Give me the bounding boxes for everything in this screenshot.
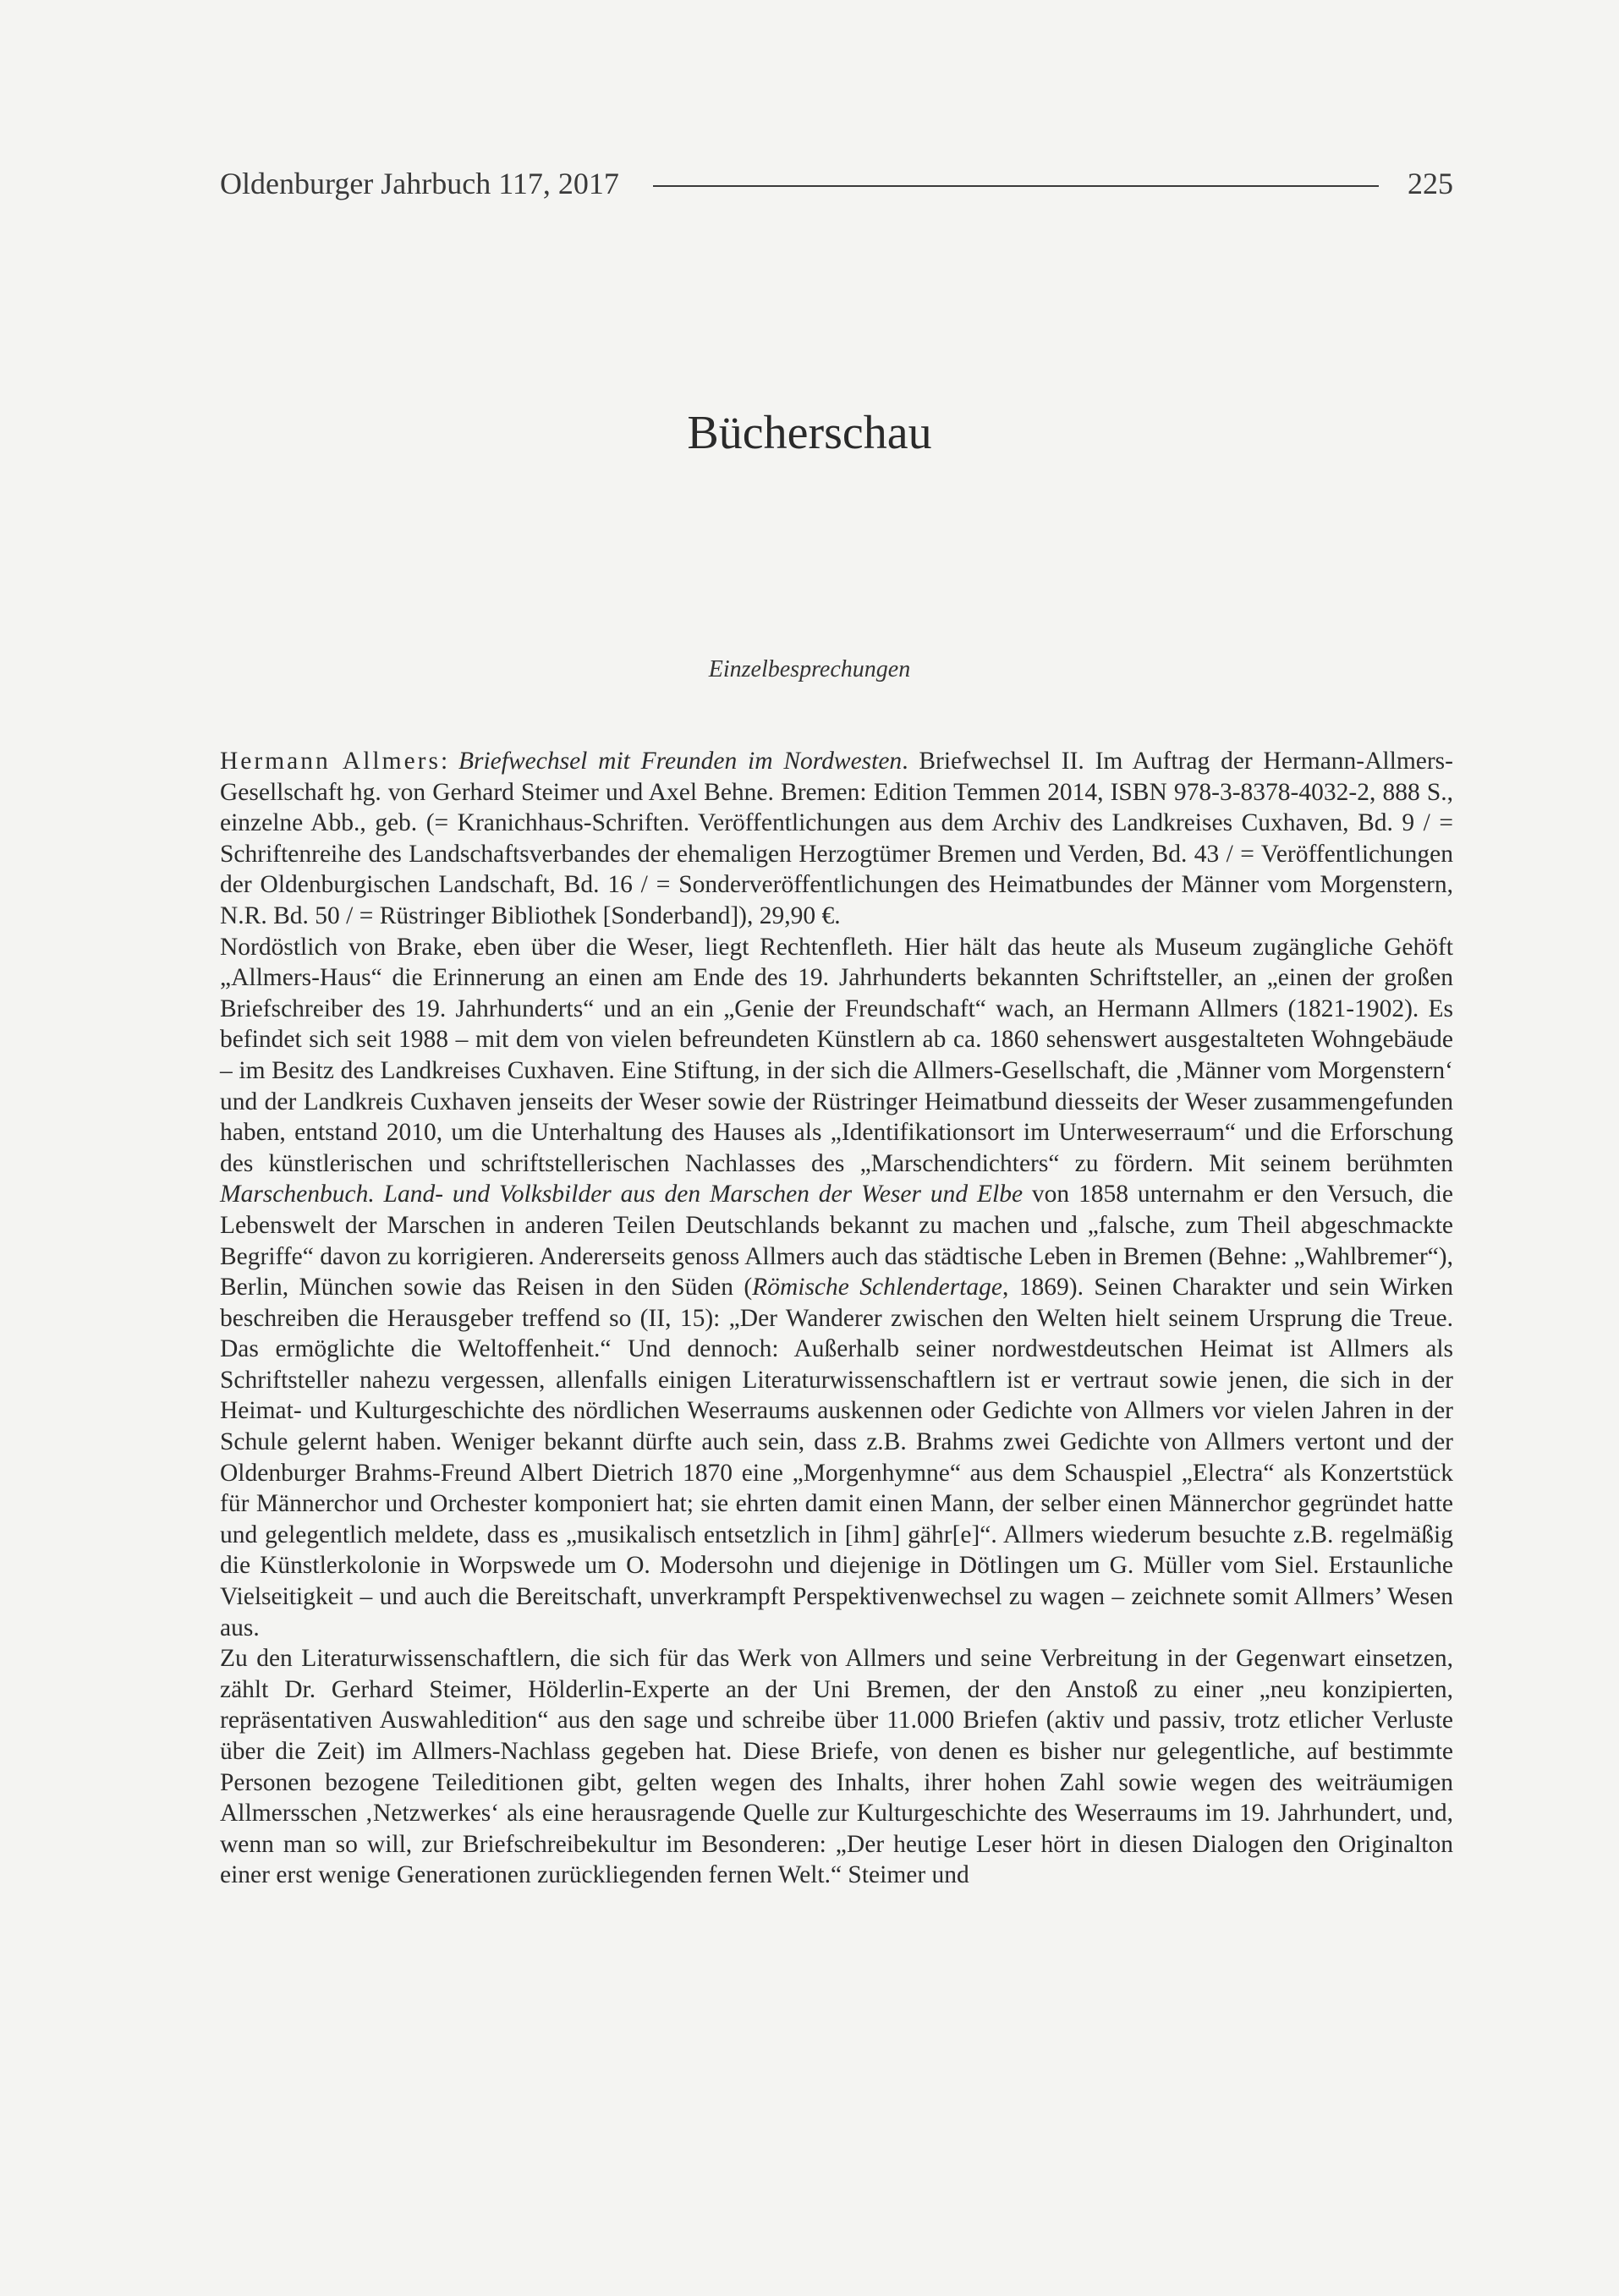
section-title: Bücherschau bbox=[687, 407, 932, 459]
author-separator: : bbox=[440, 748, 458, 775]
page-number: 225 bbox=[1408, 167, 1453, 200]
citation-details: . Briefwechsel II. Im Auftrag der Hermann-Allmers-Gesellschaft hg. von Gerhard Steimer und Axel Behne. Bremen: Edition Temmen 2014, ISBN 978-3-8378-4032-2, 888 S., einzelne Abb., geb. (= Kranichhaus-Schriften. Veröffentlichungen aus dem Archiv des Landkreises Cuxhaven, Bd. 9 / = Schriftenreihe des Landschaftsverbandes der ehemaligen Herzogtümer Bremen und Verden, Bd. 43 / = Veröffentlichungen der Oldenburgischen Landschaft, Bd. 16 / = Sonderveröffentlichungen des Heimatbundes der Männer vom Morgenstern, N.R. Bd. 50 / = Rüstringer Bibliothek [Sonderband]), 29,90 €. bbox=[220, 748, 1453, 929]
review-author: Hermann Allmers bbox=[220, 748, 441, 775]
paragraph-1-part-a: Nordöstlich von Brake, eben über die Weser, liegt Rechtenfleth. Hier hält das heute als Museum zugängliche Gehöft „Allmers-Haus“ die Erinnerung an einen am Ende des 19. Jahrhunderts bekannten Schriftsteller, an „einen der großen Briefschreiber des 19. Jahrhunderts“ und an ein „Genie der Freundschaft“ wach, an Hermann Allmers (1821-1902). Es befindet sich seit 1988 – mit dem von vielen befreundeten Künstlern ab ca. 1860 sehenswert ausgestalteten Wohngebäude – im Besitz des Landkreises Cuxhaven. Eine Stiftung, in der sich die Allmers-Gesellschaft, die ‚Männer vom Morgenstern‘ und der Landkreis Cuxhaven jenseits der Weser sowie der Rüstringer Heimatbund diesseits der Weser zusammengefunden haben, entstand 2010, um die Unterhaltung des Hauses als „Identifikationsort im Unterweserraum“ und die Erforschung des künstlerischen und schriftstellerischen Nachlasses des „Marschendichters“ zu fördern. Mit seinem berühmten bbox=[220, 933, 1453, 1177]
paragraph-1-italic-a: Marschenbuch. Land- und Volksbilder aus den Marschen der Weser und Elbe bbox=[220, 1181, 1024, 1208]
running-header bbox=[220, 166, 1453, 201]
book-title: Briefwechsel mit Freunden im Nordwesten bbox=[458, 748, 903, 775]
paragraph-1-part-b: von 1858 unternahm er den Versuch, die Lebenswelt der Marschen in anderen Teilen Deutschlands bekannt zu machen und „falsche, zum Theil abgeschmackte Begriffe“ davon zu korrigieren. Andererseits genoss Allmers auch das städtische Leben in Bremen (Behne: „Wahlbremer“), Berlin, München sowie das Reisen in den Süden ( bbox=[220, 1181, 1453, 1301]
journal-title: Oldenburger Jahrbuch 117, 2017 bbox=[220, 167, 619, 200]
review-citation bbox=[220, 746, 1453, 932]
paragraph-1-italic-b: Römische Schlendertage bbox=[752, 1274, 1002, 1301]
header-rule bbox=[653, 185, 1379, 187]
paragraph-1-part-c: , 1869). Seinen Charakter und sein Wirken beschreiben die Herausgeber treffend so (II, 15): „Der Wanderer zwischen den Welten hielt seinem Ursprung die Treue. Das ermöglichte die Weltoffenheit.“ Und dennoch: Außerhalb seiner nordwestdeutschen Heimat ist Allmers als Schriftsteller nahezu vergessen, allenfalls einigen Literaturwissenschaftlern ist er vertraut sowie jenen, die sich in der Heimat- und Kulturgeschichte des nördlichen Weserraums auskennen oder Gedichte von Allmers vor vielen Jahren in der Schule gelernt haben. Weniger bekannt dürfte auch sein, dass z.B. Brahms zwei Gedichte von Allmers vertont und der Oldenburger Brahms-Freund Albert Dietrich 1870 eine „Morgenhymne“ aus dem Schauspiel „Electra“ als Konzertstück für Männerchor und Orchester komponiert hat; sie ehrten damit einen Mann, der selber einen Männerchor gegründet hatte und gelegentlich meldete, dass es „musikalisch entsetzlich in [ihm] gähr[e]“. Allmers wiederum besuchte z.B. regelmäßig die Künstlerkolonie in Worpswede um O. Modersohn und diejenige in Dötlingen um G. Müller vom Siel. Erstaunliche Vielseitigkeit – und auch die Bereitschaft, unverkrampft Perspektivenwechsel zu wagen – zeichnete somit Allmers’ Wesen aus. bbox=[220, 1274, 1453, 1641]
review-body bbox=[220, 746, 1453, 1891]
section-subtitle: Einzelbesprechungen bbox=[708, 656, 911, 682]
review-paragraph-1 bbox=[220, 932, 1453, 1644]
review-paragraph-2: Zu den Literaturwissenschaftlern, die sich für das Werk von Allmers und seine Verbreitung in der Gegenwart einsetzen, zählt Dr. Gerhard Steimer, Hölderlin-Experte an der Uni Bremen, der den Anstoß zu einer „neu konzipierten, repräsentativen Auswahledition“ aus den sage und schreibe über 11.000 Briefen (aktiv und passiv, trotz etlicher Verluste über die Zeit) im Allmers-Nachlass gegeben hat. Diese Briefe, von denen es bisher nur gelegentliche, auf bestimmte Personen bezogene Teileditionen gibt, gelten wegen des Inhalts, ihrer hohen Zahl sowie wegen des weiträumigen Allmersschen ‚Netzwerkes‘ als eine herausragende Quelle zur Kulturgeschichte des Weserraums im 19. Jahrhundert, und, wenn man so will, zur Briefschreibekultur im Besonderen: „Der heutige Leser hört in diesen Dialogen den Originalton einer erst wenige Generationen zurückliegenden fernen Welt.“ Steimer und bbox=[220, 1645, 1453, 1889]
